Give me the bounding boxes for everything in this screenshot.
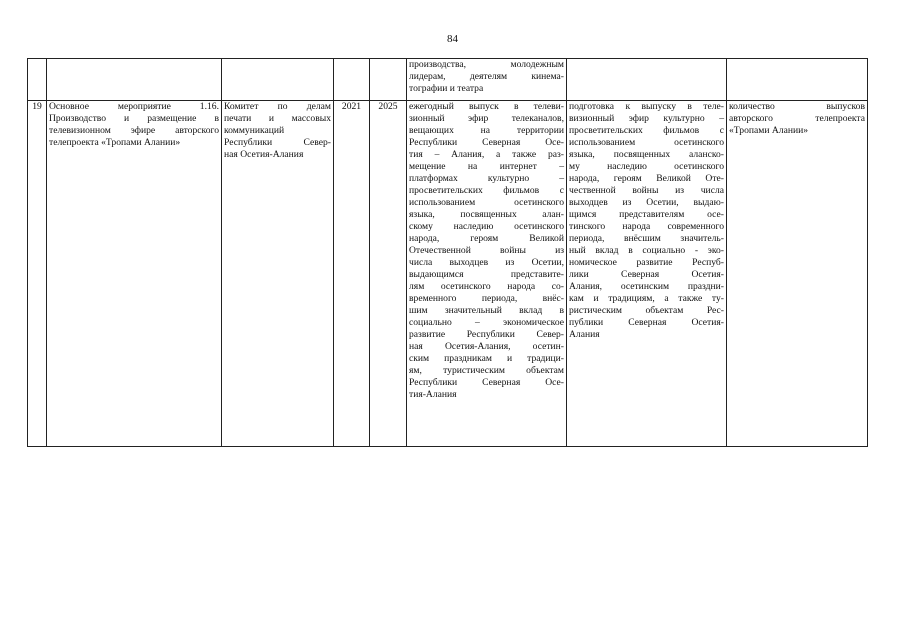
text-line: телевизионном эфире авторского xyxy=(49,125,219,136)
text-line: телепроекта «Тропами Алании» xyxy=(49,137,181,148)
cell-index xyxy=(28,101,47,447)
text-line: временного периода, внёс- xyxy=(409,293,564,304)
text-line: языка, посвященных алан- xyxy=(409,209,564,220)
cell-event xyxy=(47,101,222,447)
cell-result xyxy=(567,101,727,447)
text-line: Отечественной войны из xyxy=(409,245,564,256)
text-line: ная Осетия-Алания xyxy=(224,149,304,160)
cell-start-year xyxy=(334,59,370,101)
page-number: 84 xyxy=(447,33,458,45)
cell-indicator xyxy=(727,101,868,447)
text-line: Алания, осетинским праздни- xyxy=(569,281,724,292)
text-line: коммуникаций xyxy=(224,125,285,136)
text-line: вещающих на территории xyxy=(409,125,564,136)
text-line: тия-Алания xyxy=(409,389,457,400)
text-line: использованием осетинского xyxy=(569,137,724,148)
cell-executor xyxy=(222,101,334,447)
text-line: ским праздникам и традици- xyxy=(409,353,564,364)
cell-start-year xyxy=(334,101,370,447)
text-line: выдающимся представите- xyxy=(409,269,564,280)
text-line: ристическим объектам Рес- xyxy=(569,305,724,316)
text-line: тографии и театра xyxy=(409,83,484,94)
text-line: Республики Северная Осе- xyxy=(409,137,564,148)
text-line: Республики Северная Осе- xyxy=(409,377,564,388)
text-line: народа, героям Великой Оте- xyxy=(569,173,724,184)
text-line: му наследию осетинского xyxy=(569,161,724,172)
text-line: номическое развитие Респуб- xyxy=(569,257,724,268)
text-line: лидерам, деятелям кинема- xyxy=(409,71,564,82)
text-line: производства, молодежным xyxy=(409,59,564,70)
text-line: выходцев из Осетии, выдаю- xyxy=(569,197,724,208)
text-line: языка, посвященных аланско- xyxy=(569,149,724,160)
text-line: шим значительный вклад в xyxy=(409,305,564,316)
table-row-continued xyxy=(28,59,868,101)
text-line: ный вклад в социально - эко- xyxy=(569,245,724,256)
cell-result xyxy=(567,59,727,101)
cell-executor xyxy=(222,59,334,101)
text-line: ная Осетия-Алания, осетин- xyxy=(409,341,564,352)
text-line: числа выходцев из Осетии, xyxy=(409,257,564,268)
text-line: щимся представителям осе- xyxy=(569,209,724,220)
text-line: развитие Республики Север- xyxy=(409,329,564,340)
text-line: лям осетинского народа со- xyxy=(409,281,564,292)
text-line: просветительских фильмов с xyxy=(409,185,564,196)
text-line: лики Северная Осетия- xyxy=(569,269,724,280)
cell-event xyxy=(47,59,222,101)
text-line: Производство и размещение в xyxy=(49,113,219,124)
text-line: авторского телепроекта xyxy=(729,113,865,124)
text-line: «Тропами Алании» xyxy=(729,125,809,136)
text-line: просветительских фильмов с xyxy=(569,125,724,136)
cell-end-year xyxy=(370,101,407,447)
text-line: ям, туристическим объектам xyxy=(409,365,564,376)
cell-index xyxy=(28,59,47,101)
text-line: тинского народа современного xyxy=(569,221,724,232)
text-line: мещение на интернет – xyxy=(409,161,564,172)
cell-description xyxy=(407,101,567,447)
text-line: народа, героям Великой xyxy=(409,233,564,244)
table-row xyxy=(28,101,868,447)
text-line: Республики Север- xyxy=(224,137,331,148)
text-line: скому наследию осетинского xyxy=(409,221,564,232)
text-line: зионный эфир телеканалов, xyxy=(409,113,564,124)
text-line: подготовка к выпуску в теле- xyxy=(569,101,724,112)
text-line: тия – Алания, а также раз- xyxy=(409,149,564,160)
text-line: социально – экономическое xyxy=(409,317,564,328)
program-table xyxy=(27,58,868,447)
end-year: 2025 xyxy=(378,101,398,112)
text-line: чественной войны из числа xyxy=(569,185,724,196)
text-line: Алания xyxy=(569,329,600,340)
cell-end-year xyxy=(370,59,407,101)
text-line: Основное мероприятие 1.16. xyxy=(49,101,219,112)
text-line: визионный эфир культурно – xyxy=(569,113,724,124)
cell-indicator xyxy=(727,59,868,101)
text-line: использованием осетинского xyxy=(409,197,564,208)
text-line: Комитет по делам xyxy=(224,101,331,112)
text-line: периода, внёсшим значитель- xyxy=(569,233,724,244)
row-number: 19 xyxy=(32,101,42,112)
text-line: печати и массовых xyxy=(224,113,331,124)
start-year: 2021 xyxy=(341,101,362,112)
text-line: публики Северная Осетия- xyxy=(569,317,724,328)
text-line: ежегодный выпуск в телеви- xyxy=(409,101,564,112)
text-line: кам и традициям, а также ту- xyxy=(569,293,724,304)
cell-description xyxy=(407,59,567,101)
text-line: количество выпусков xyxy=(729,101,865,112)
text-line: платформах культурно – xyxy=(409,173,564,184)
